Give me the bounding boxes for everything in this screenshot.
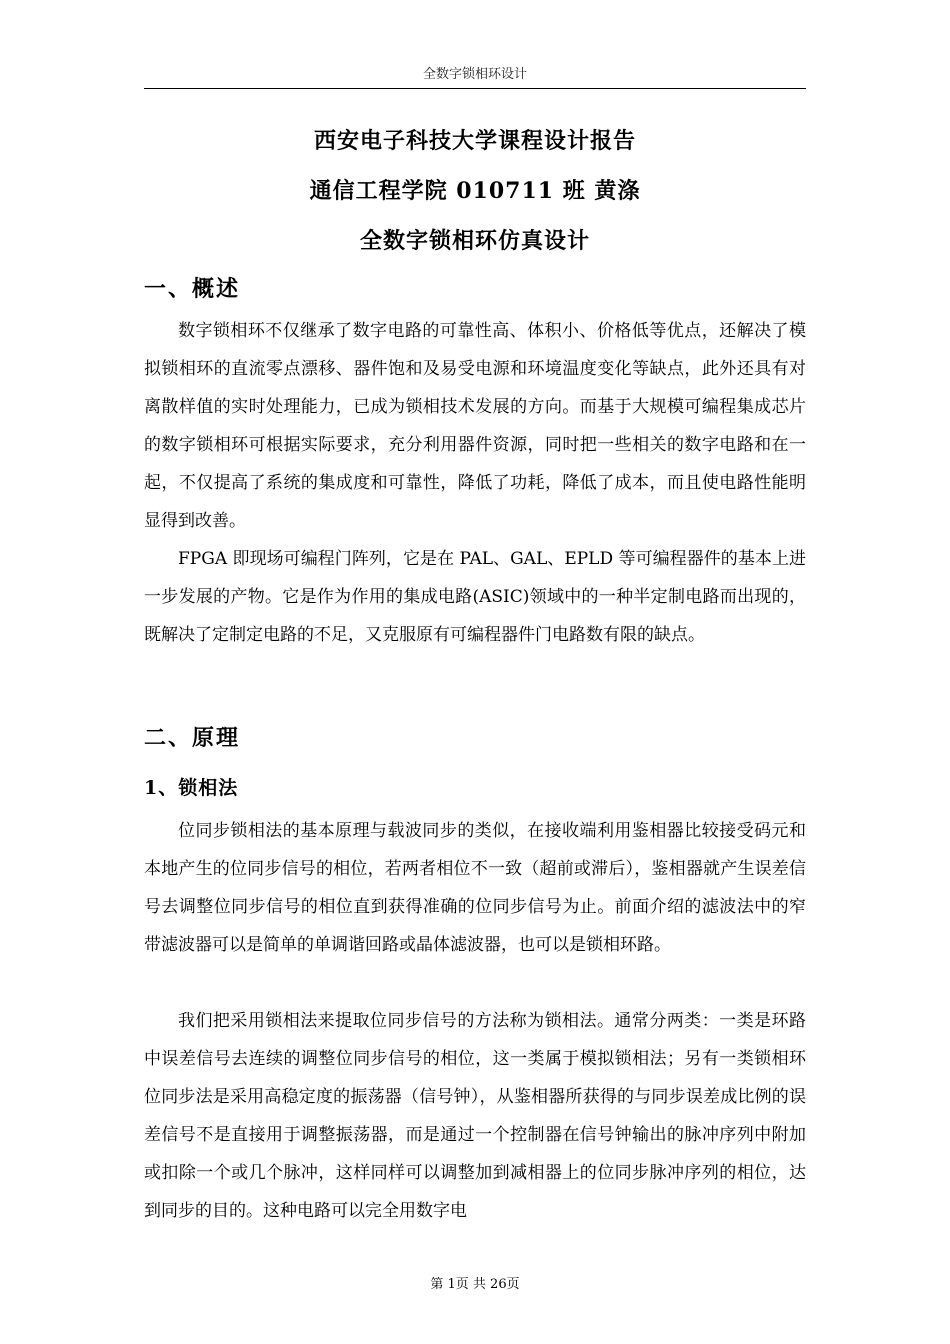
section-heading-principle: 二、原理	[144, 725, 241, 751]
running-header: 全数字锁相环设计	[422, 67, 527, 82]
header-divider	[144, 88, 806, 89]
principle-paragraph-2: 我们把采用锁相法来提取位同步信号的方法称为锁相法。通常分两类：一类是环路中误差信号去连续的调整位同步信号的相位，这一类属于模拟锁相法；另有一类锁相环位同步法是采用高稳定度的振荡器（信号钟），从鉴相器所获得的与同步误差成比例的误差信号不是直接用于调整振荡器，而是通过一个控制器在信号钟输出的脉冲序列中附加或扣除一个或几个脉冲，这样同样可以调整加到减相器上的位同步脉冲序列的相位，达到同步的目的。这种电路可以完全用数字电	[144, 1011, 806, 1221]
page-footer: 第 1页 共 26页	[430, 1277, 520, 1292]
report-subtitle: 全数字锁相环仿真设计	[359, 228, 590, 254]
section-heading-overview: 一、概述	[144, 276, 241, 302]
overview-paragraph-1: 数字锁相环不仅继承了数字电路的可靠性高、体积小、价格低等优点，还解决了模拟锁相环的直流零点漂移、器件饱和及易受电源和环境温度变化等缺点，此外还具有对离散样值的实时处理能力，已成为锁相技术发展的方向。而基于大规模可编程集成芯片的数字锁相环可根据实际要求，充分利用器件资源，同时把一些相关的数字电路和在一起，不仅提高了系统的集成度和可靠性，降低了功耗，降低了成本，而且使电路性能明显得到改善。	[144, 321, 806, 531]
overview-paragraph-2: FPGA 即现场可编程门阵列，它是在 PAL、GAL、EPLD 等可编程器件的基本上进一步发展的产物。它是作为作用的集成电路(ASIC)领域中的一种半定制电路而出现的，既解决了定制定电路的不足，又克服原有可编程器件门电路数有限的缺点。	[144, 549, 806, 645]
author-line: 通信工程学院 010711 班 黄涤	[309, 178, 641, 204]
principle-paragraph-1: 位同步锁相法的基本原理与载波同步的类似，在接收端利用鉴相器比较接受码元和本地产生的位同步信号的相位，若两者相位不一致（超前或滞后），鉴相器就产生误差信号去调整位同步信号的相位直到获得准确的位同步信号为止。前面介绍的滤波法中的窄带滤波器可以是简单的单调谐回路或晶体滤波器，也可以是锁相环路。	[144, 821, 806, 955]
report-title: 西安电子科技大学课程设计报告	[313, 128, 636, 154]
subsection-heading-phase-lock: 1、锁相法	[144, 777, 239, 799]
